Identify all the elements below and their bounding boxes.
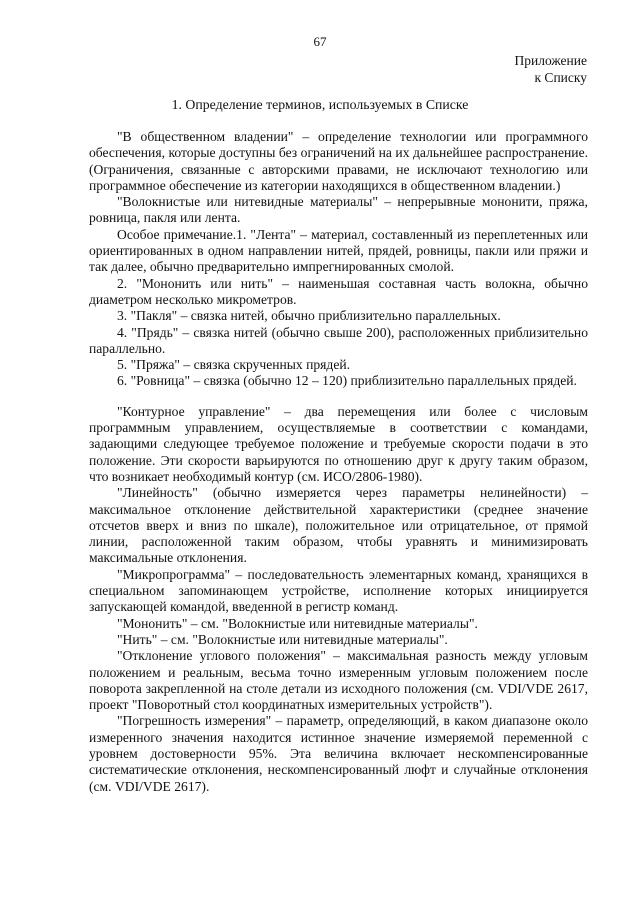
- definition-monofilament-ref: "Мононить" – см. "Волокнистые или нитевидные материалы".: [117, 615, 478, 631]
- section-title: 1. Определение терминов, используемых в Списке: [171, 97, 469, 112]
- document-body: [89, 129, 588, 795]
- appendix-line-2: к Списку: [534, 70, 587, 85]
- definition-angular-deviation: "Отклонение углового положения" – максимальная разность между угловым положением и реальным, весьма точно измеренным угловым положением после поворота закрепленной на столе детали из исходного положения (см. VDI/VDE 2617, проект "Поворотный стол координатных измерительных устройств").: [89, 648, 588, 713]
- note-monofilament: 2. "Мононить или нить" – наименьшая составная часть волокна, обычно диаметром несколько микрометров.: [89, 275, 588, 307]
- note-yarn: 5. "Пряжа" – связка скрученных прядей.: [117, 357, 351, 373]
- note-tow: 3. "Пакля" – связка нитей, обычно приблизительно параллельных.: [117, 308, 501, 324]
- appendix-line-1: Приложение: [514, 53, 587, 68]
- definition-microprogram: "Микропрограмма" – последовательность элементарных команд, хранящихся в специальном запоминающем устройстве, исполнение которых инициируется запускающей командой, введенной в регистр команд.: [89, 566, 588, 615]
- definition-fibrous-materials: "Волокнистые или нитевидные материалы" – непрерывные мононити, пряжа, ровница, пакля или лента.: [89, 194, 588, 226]
- definition-linearity: "Линейность" (обычно измеряется через параметры нелинейности) – максимальное отклонение действительной характеристики (среднее значение отсчетов вверх и вниз по шкале), положительное или отрицательное, от прямой линии, расположенной таким образом, чтобы уравнять и минимизировать максимальные отклонения.: [89, 485, 588, 566]
- note-roving: 6. "Ровница" – связка (обычно 12 – 120) приблизительно параллельных прядей.: [117, 373, 577, 389]
- page-number: 67: [313, 34, 327, 49]
- definition-measurement-uncertainty: "Погрешность измерения" – параметр, определяющий, в каком диапазоне около измеренного значения находится истинное значение измеряемой переменной с уровнем достоверности 95%. Эта величина включает нескомпенсированные систематические отклонения, нескомпенсированный люфт и случайные отклонения (см. VDI/VDE 2617).: [89, 713, 588, 794]
- note-strand: 4. "Прядь" – связка нитей (обычно свыше 200), расположенных приблизительно параллельно.: [89, 324, 588, 356]
- definition-contouring-control: "Контурное управление" – два перемещения или более с числовым программным управлением, осуществляемые в соответствии с командами, задающими следующее требуемое положение и требуемые скорости подачи в это положение. Эти скорости варьируются по отношению друг к другу таким образом, что возникает необходимый контур (см. ИСО/2806-1980).: [89, 403, 588, 484]
- definition-public-domain: "В общественном владении" – определение технологии или программного обеспечения, которые доступны без ограничений на их дальнейшее распространение. (Ограничения, связанные с авторскими правами, не исключают технологию или программное обеспечение из категории находящихся в общественном владении.): [89, 129, 588, 193]
- note-tape: Особое примечание.1. "Лента" – материал, составленный из переплетенных или ориентированных в одном направлении нитей, прядей, ровницы, пакли или пряжи и так далее, обычно предварительно импрегнированных смолой.: [89, 226, 588, 275]
- definition-filament-ref: "Нить" – см. "Волокнистые или нитевидные материалы".: [117, 631, 448, 647]
- appendix-heading: [515, 52, 587, 86]
